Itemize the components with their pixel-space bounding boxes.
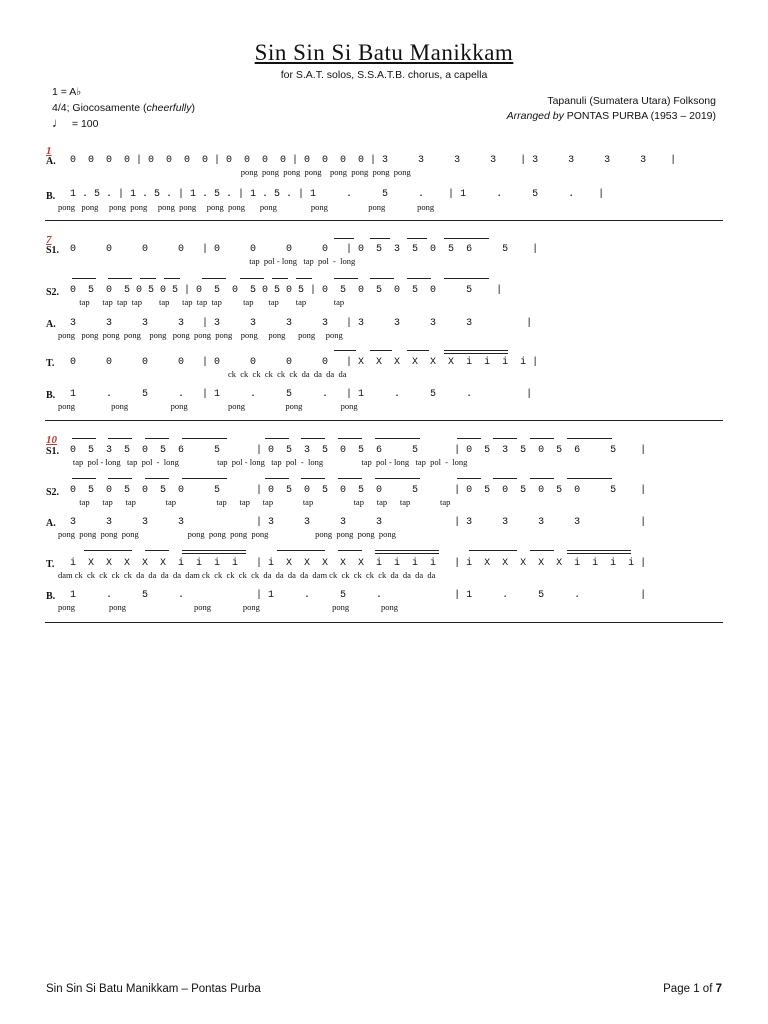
arranger-line [507, 110, 716, 122]
key-signature: 1 = A♭ [52, 86, 82, 98]
page-current: 1 [693, 983, 700, 995]
song-origin: Tapanuli (Sumatera Utara) Folksong [547, 95, 716, 107]
beam [407, 238, 427, 239]
beam [145, 550, 169, 551]
beam [296, 278, 312, 279]
system-number: 1 [46, 145, 52, 157]
soprano1-lyrics: tap pol - long tap pol - long [58, 256, 356, 266]
beam [145, 438, 169, 439]
beam [444, 238, 489, 239]
beam [84, 550, 132, 551]
beam [567, 553, 631, 554]
beam [457, 478, 481, 479]
system-number: 10 [46, 434, 57, 446]
beam [202, 278, 226, 279]
beam [334, 278, 358, 279]
voice-label-bass: B. [46, 591, 56, 602]
time-signature: 4/4; Giocosamente ( [52, 102, 147, 114]
beam [182, 550, 246, 551]
voice-label-soprano1: S1. [46, 245, 60, 256]
beam [145, 478, 169, 479]
system-divider [45, 622, 723, 623]
beam [375, 553, 439, 554]
soprano2-notes: 0 5 0 5 0 5 0 5 | 0 5 0 5 0 5 0 5 | 0 5 0 5 0 5 0 5 | [70, 285, 503, 296]
beam [108, 278, 132, 279]
voice-label-bass: B. [46, 191, 56, 202]
beam [457, 438, 481, 439]
soprano2-lyrics: tap tap tap tap tap tap tap tap tap tap tap tap [58, 297, 345, 307]
bass-lyrics: pong pong pong pong pong pong [58, 602, 398, 612]
soprano2-notes: 0 5 0 5 0 5 0 5 | 0 5 0 5 0 5 0 5 | 0 5 0 5 0 5 0 5 | [70, 485, 647, 496]
bass-notes: 1 . 5 . | 1 . 5 . | 1 . 5 . | 1 . 5 . | 1 . 5 . | 1 . 5 . | [70, 189, 605, 200]
voice-label-alto: A. [46, 319, 56, 330]
tenor-lyrics: ck ck ck ck ck ck da da da da [58, 369, 347, 379]
alto-lyrics: pong pong pong pong pong pong pong pong pong pong pong pong [58, 330, 343, 340]
beam [277, 550, 325, 551]
beam [301, 438, 325, 439]
arranger-name: PONTAS PURBA [566, 110, 648, 122]
system-number: 7 [46, 234, 52, 246]
tenor-lyrics: dam ck ck ck ck ck da da da da dam ck ck ck ck ck da da da da dam ck ck ck ck ck da da da da [58, 570, 436, 580]
beam [370, 350, 392, 351]
beam [164, 278, 180, 279]
soprano1-notes: 0 5 3 5 0 5 6 5 | 0 5 3 5 0 5 6 5 | 0 5 3 5 0 5 6 5 | [70, 445, 647, 456]
voice-label-soprano2: S2. [46, 287, 60, 298]
bass-notes: 1 . 5 . | 1 . 5 . | 1 . 5 . | [70, 590, 647, 601]
soprano1-notes: 0 0 0 0 | 0 0 0 0 | 0 5 3 5 0 5 6 5 | [70, 244, 539, 255]
beam [72, 438, 96, 439]
voice-label-soprano1: S1. [46, 446, 60, 457]
bass-notes: 1 . 5 . | 1 . 5 . | 1 . 5 . | [70, 389, 533, 400]
tempo-italic: cheerfully [146, 102, 192, 114]
beam [182, 553, 246, 554]
beam [493, 478, 517, 479]
beam [72, 478, 96, 479]
beam [265, 478, 289, 479]
beam [140, 278, 156, 279]
bass-lyrics: pong pong pong pong pong pong pong pong pong pong pong pong [58, 202, 435, 212]
beam [72, 278, 96, 279]
beam [338, 478, 362, 479]
beam [375, 550, 439, 551]
beam [530, 550, 554, 551]
beam [240, 278, 264, 279]
beam [567, 438, 612, 439]
page-total: 7 [715, 983, 722, 995]
beam [375, 478, 420, 479]
beam [407, 350, 429, 351]
footer-title: Sin Sin Si Batu Manikkam – Pontas Purba [46, 983, 261, 995]
voice-label-tenor: T. [46, 559, 55, 570]
beam [334, 350, 356, 351]
beam [182, 478, 227, 479]
beam [272, 278, 288, 279]
beam [567, 550, 631, 551]
tempo-close: ) [191, 102, 195, 114]
alto-lyrics: pong pong pong pong pong pong pong pong [58, 167, 411, 177]
metronome-mark [52, 115, 99, 130]
beam [469, 550, 517, 551]
beam [338, 438, 362, 439]
bass-lyrics: pong pong pong pong pong pong [58, 401, 358, 411]
beam [182, 438, 227, 439]
beam [530, 478, 554, 479]
page-title: Sin Sin Si Batu Manikkam [254, 40, 514, 65]
voice-label-tenor: T. [46, 358, 55, 369]
alto-lyrics: pong pong pong pong pong pong pong pong pong pong pong pong [58, 529, 396, 539]
beam [265, 438, 289, 439]
beam [108, 438, 132, 439]
voice-label-alto: A. [46, 518, 56, 529]
system-divider [45, 220, 723, 221]
beam [301, 478, 325, 479]
beam [407, 278, 431, 279]
beam [108, 478, 132, 479]
beam [530, 438, 554, 439]
beam [444, 278, 489, 279]
beam [370, 238, 390, 239]
beam [493, 438, 517, 439]
arranger-years: (1953 – 2019) [650, 110, 716, 122]
page-label: Page [663, 983, 690, 995]
subtitle: for S.A.T. solos, S.S.A.T.B. chorus, a capella [280, 69, 488, 81]
metronome-value: = 100 [69, 118, 99, 130]
alto-notes: 3 3 3 3 | 3 3 3 3 | 3 3 3 3 | [70, 517, 647, 528]
page-indicator [663, 983, 722, 995]
beam [444, 353, 508, 354]
time-tempo [52, 102, 195, 114]
beam [334, 238, 354, 239]
quarter-note-icon: ♩ [52, 115, 65, 130]
tenor-notes: 0 0 0 0 | 0 0 0 0 | X X X X X X i i i i | [70, 357, 539, 368]
voice-label-soprano2: S2. [46, 487, 60, 498]
soprano1-lyrics: tap pol - long tap pol - long tap pol - long tap pol - long tap pol - long tap pol - long [58, 457, 468, 467]
alto-notes: 3 3 3 3 | 3 3 3 3 | 3 3 3 3 | [70, 318, 533, 329]
voice-label-bass: B. [46, 390, 56, 401]
tenor-notes: i X X X X X i i i i | i X X X X X i i i i | i X X X X X i i i i | [70, 558, 647, 569]
arranged-label: Arranged by [506, 110, 564, 122]
soprano2-lyrics: tap tap tap tap tap tap tap tap tap tap tap tap [58, 497, 451, 507]
page-of: of [702, 983, 713, 995]
beam [444, 350, 508, 351]
voice-label-alto: A. [46, 156, 56, 167]
beam [567, 478, 612, 479]
beam [370, 278, 394, 279]
alto-notes: 0 0 0 0 | 0 0 0 0 | 0 0 0 0 | 0 0 0 0 | 3 3 3 3 | 3 3 3 3 | [70, 155, 677, 166]
beam [375, 438, 420, 439]
beam [338, 550, 362, 551]
system-divider [45, 420, 723, 421]
